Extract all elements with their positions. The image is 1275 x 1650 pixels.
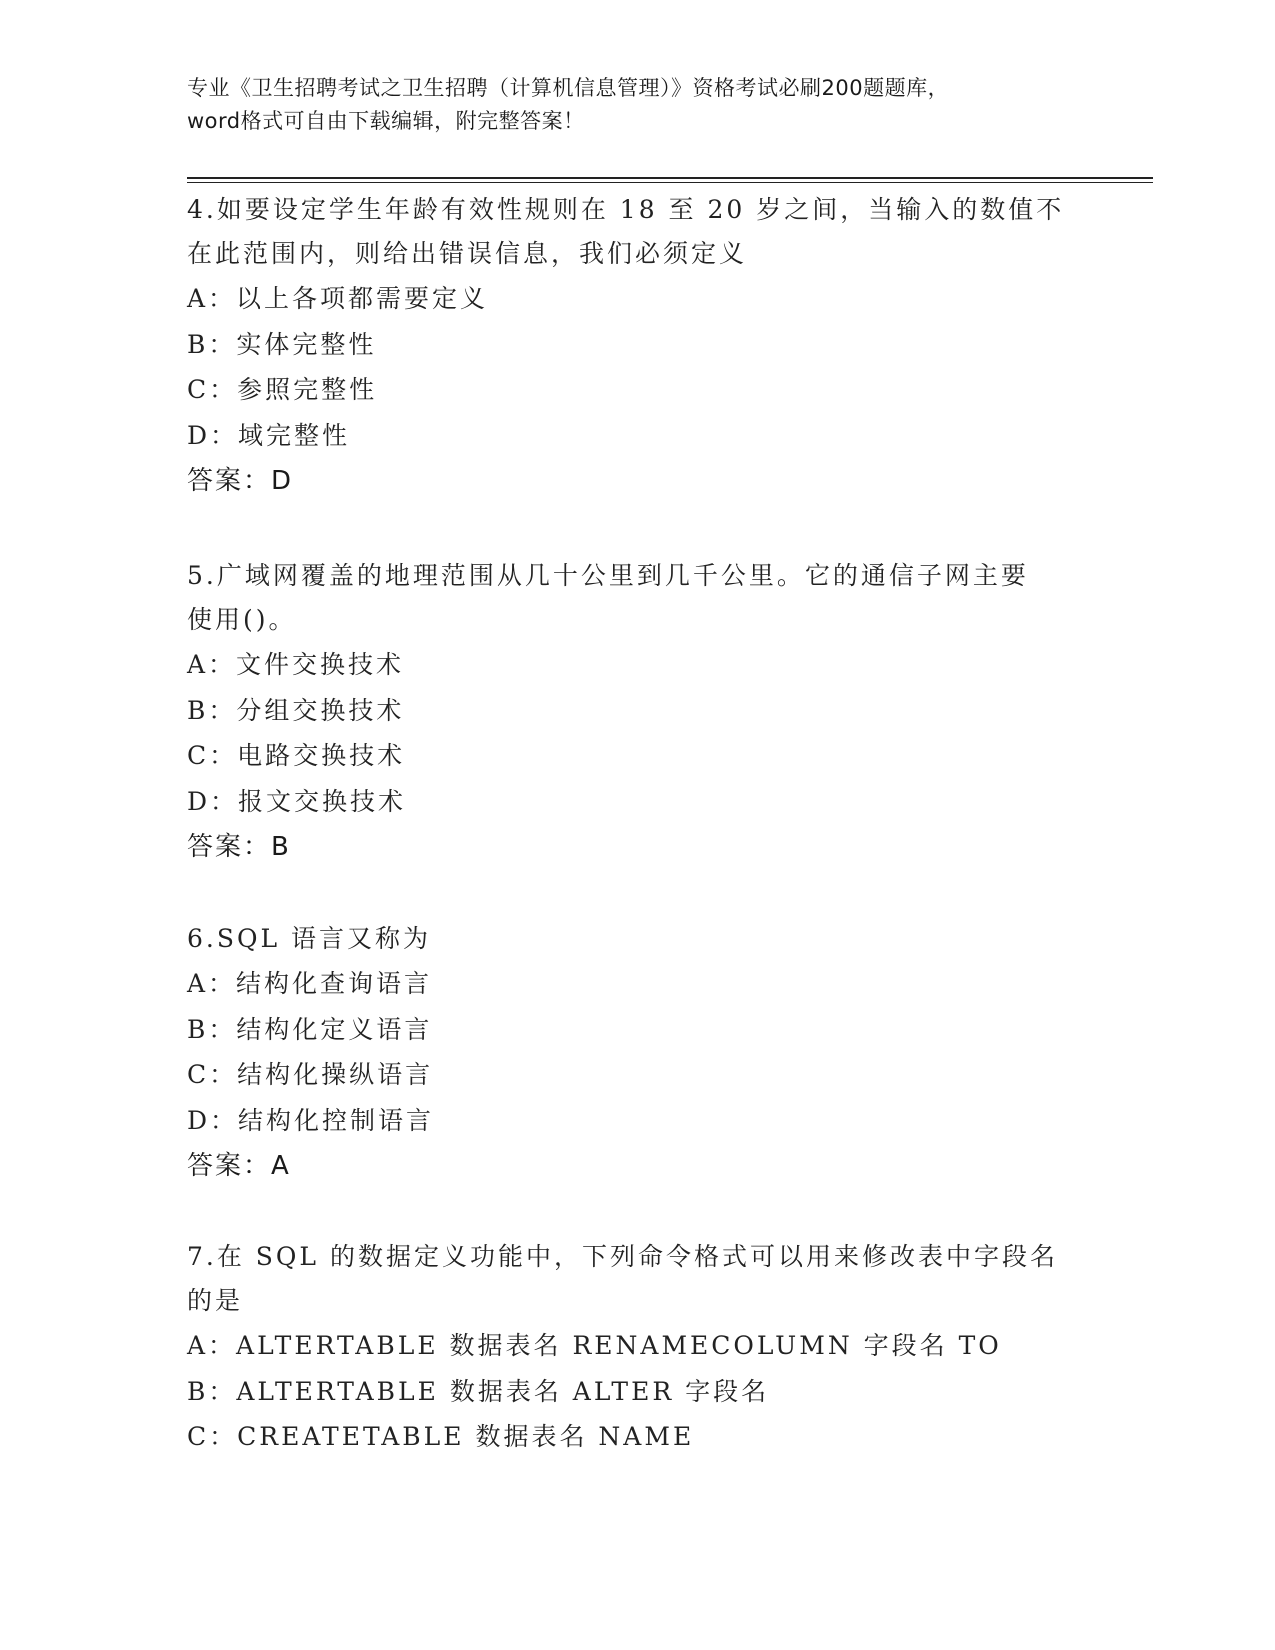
option-c: C：CREATETABLE 数据表名 NAME bbox=[187, 1422, 695, 1451]
option-b: B：ALTERTABLE 数据表名 ALTER 字段名 bbox=[187, 1376, 770, 1406]
question-block-5 bbox=[187, 554, 1067, 870]
header-divider-thin bbox=[187, 182, 1153, 183]
option-a: A：以上各项都需要定义 bbox=[187, 284, 489, 313]
option-a: A：ALTERTABLE 数据表名 RENAMECOLUMN 字段名 TO bbox=[187, 1331, 1002, 1360]
option-a: A：结构化查询语言 bbox=[187, 969, 433, 998]
option-c: C：电路交换技术 bbox=[187, 741, 406, 770]
answer-line: 答案：A bbox=[187, 1151, 291, 1181]
document-header bbox=[187, 72, 1087, 138]
answer-line: 答案：B bbox=[187, 832, 291, 862]
option-d: D：报文交换技术 bbox=[187, 786, 407, 816]
header-title-line-2: word格式可自由下载编辑，附完整答案！ bbox=[187, 109, 585, 133]
question-stem-line-1: 6.SQL 语言又称为 bbox=[187, 924, 432, 953]
option-c: C：结构化操纵语言 bbox=[187, 1060, 434, 1089]
question-stem-line-1: 7.在 SQL 的数据定义功能中，下列命令格式可以用来修改表中字段名 bbox=[187, 1242, 1058, 1271]
question-block-4 bbox=[187, 188, 1067, 504]
question-stem-line-2: 在此范围内，则给出错误信息，我们必须定义 bbox=[187, 239, 748, 268]
option-d: D：域完整性 bbox=[187, 420, 351, 450]
question-stem-line-2: 使用()。 bbox=[187, 605, 297, 634]
question-block-6 bbox=[187, 917, 1067, 1189]
header-divider-thick bbox=[187, 177, 1153, 179]
question-block-7 bbox=[187, 1235, 1067, 1460]
option-b: B：结构化定义语言 bbox=[187, 1014, 433, 1044]
question-stem-line-2: 的是 bbox=[187, 1286, 244, 1315]
answer-line: 答案：D bbox=[187, 466, 294, 496]
option-d: D：结构化控制语言 bbox=[187, 1105, 435, 1135]
option-c: C：参照完整性 bbox=[187, 375, 378, 404]
question-stem-line-1: 4.如要设定学生年龄有效性规则在 18 至 20 岁之间，当输入的数值不 bbox=[187, 195, 1065, 224]
option-a: A：文件交换技术 bbox=[187, 650, 405, 679]
option-b: B：分组交换技术 bbox=[187, 695, 405, 725]
option-b: B：实体完整性 bbox=[187, 329, 377, 359]
question-stem-line-1: 5.广域网覆盖的地理范围从几十公里到几千公里。它的通信子网主要 bbox=[187, 561, 1029, 590]
header-title-line-1: 专业《卫生招聘考试之卫生招聘（计算机信息管理）》资格考试必刷200题题库， bbox=[187, 76, 950, 100]
